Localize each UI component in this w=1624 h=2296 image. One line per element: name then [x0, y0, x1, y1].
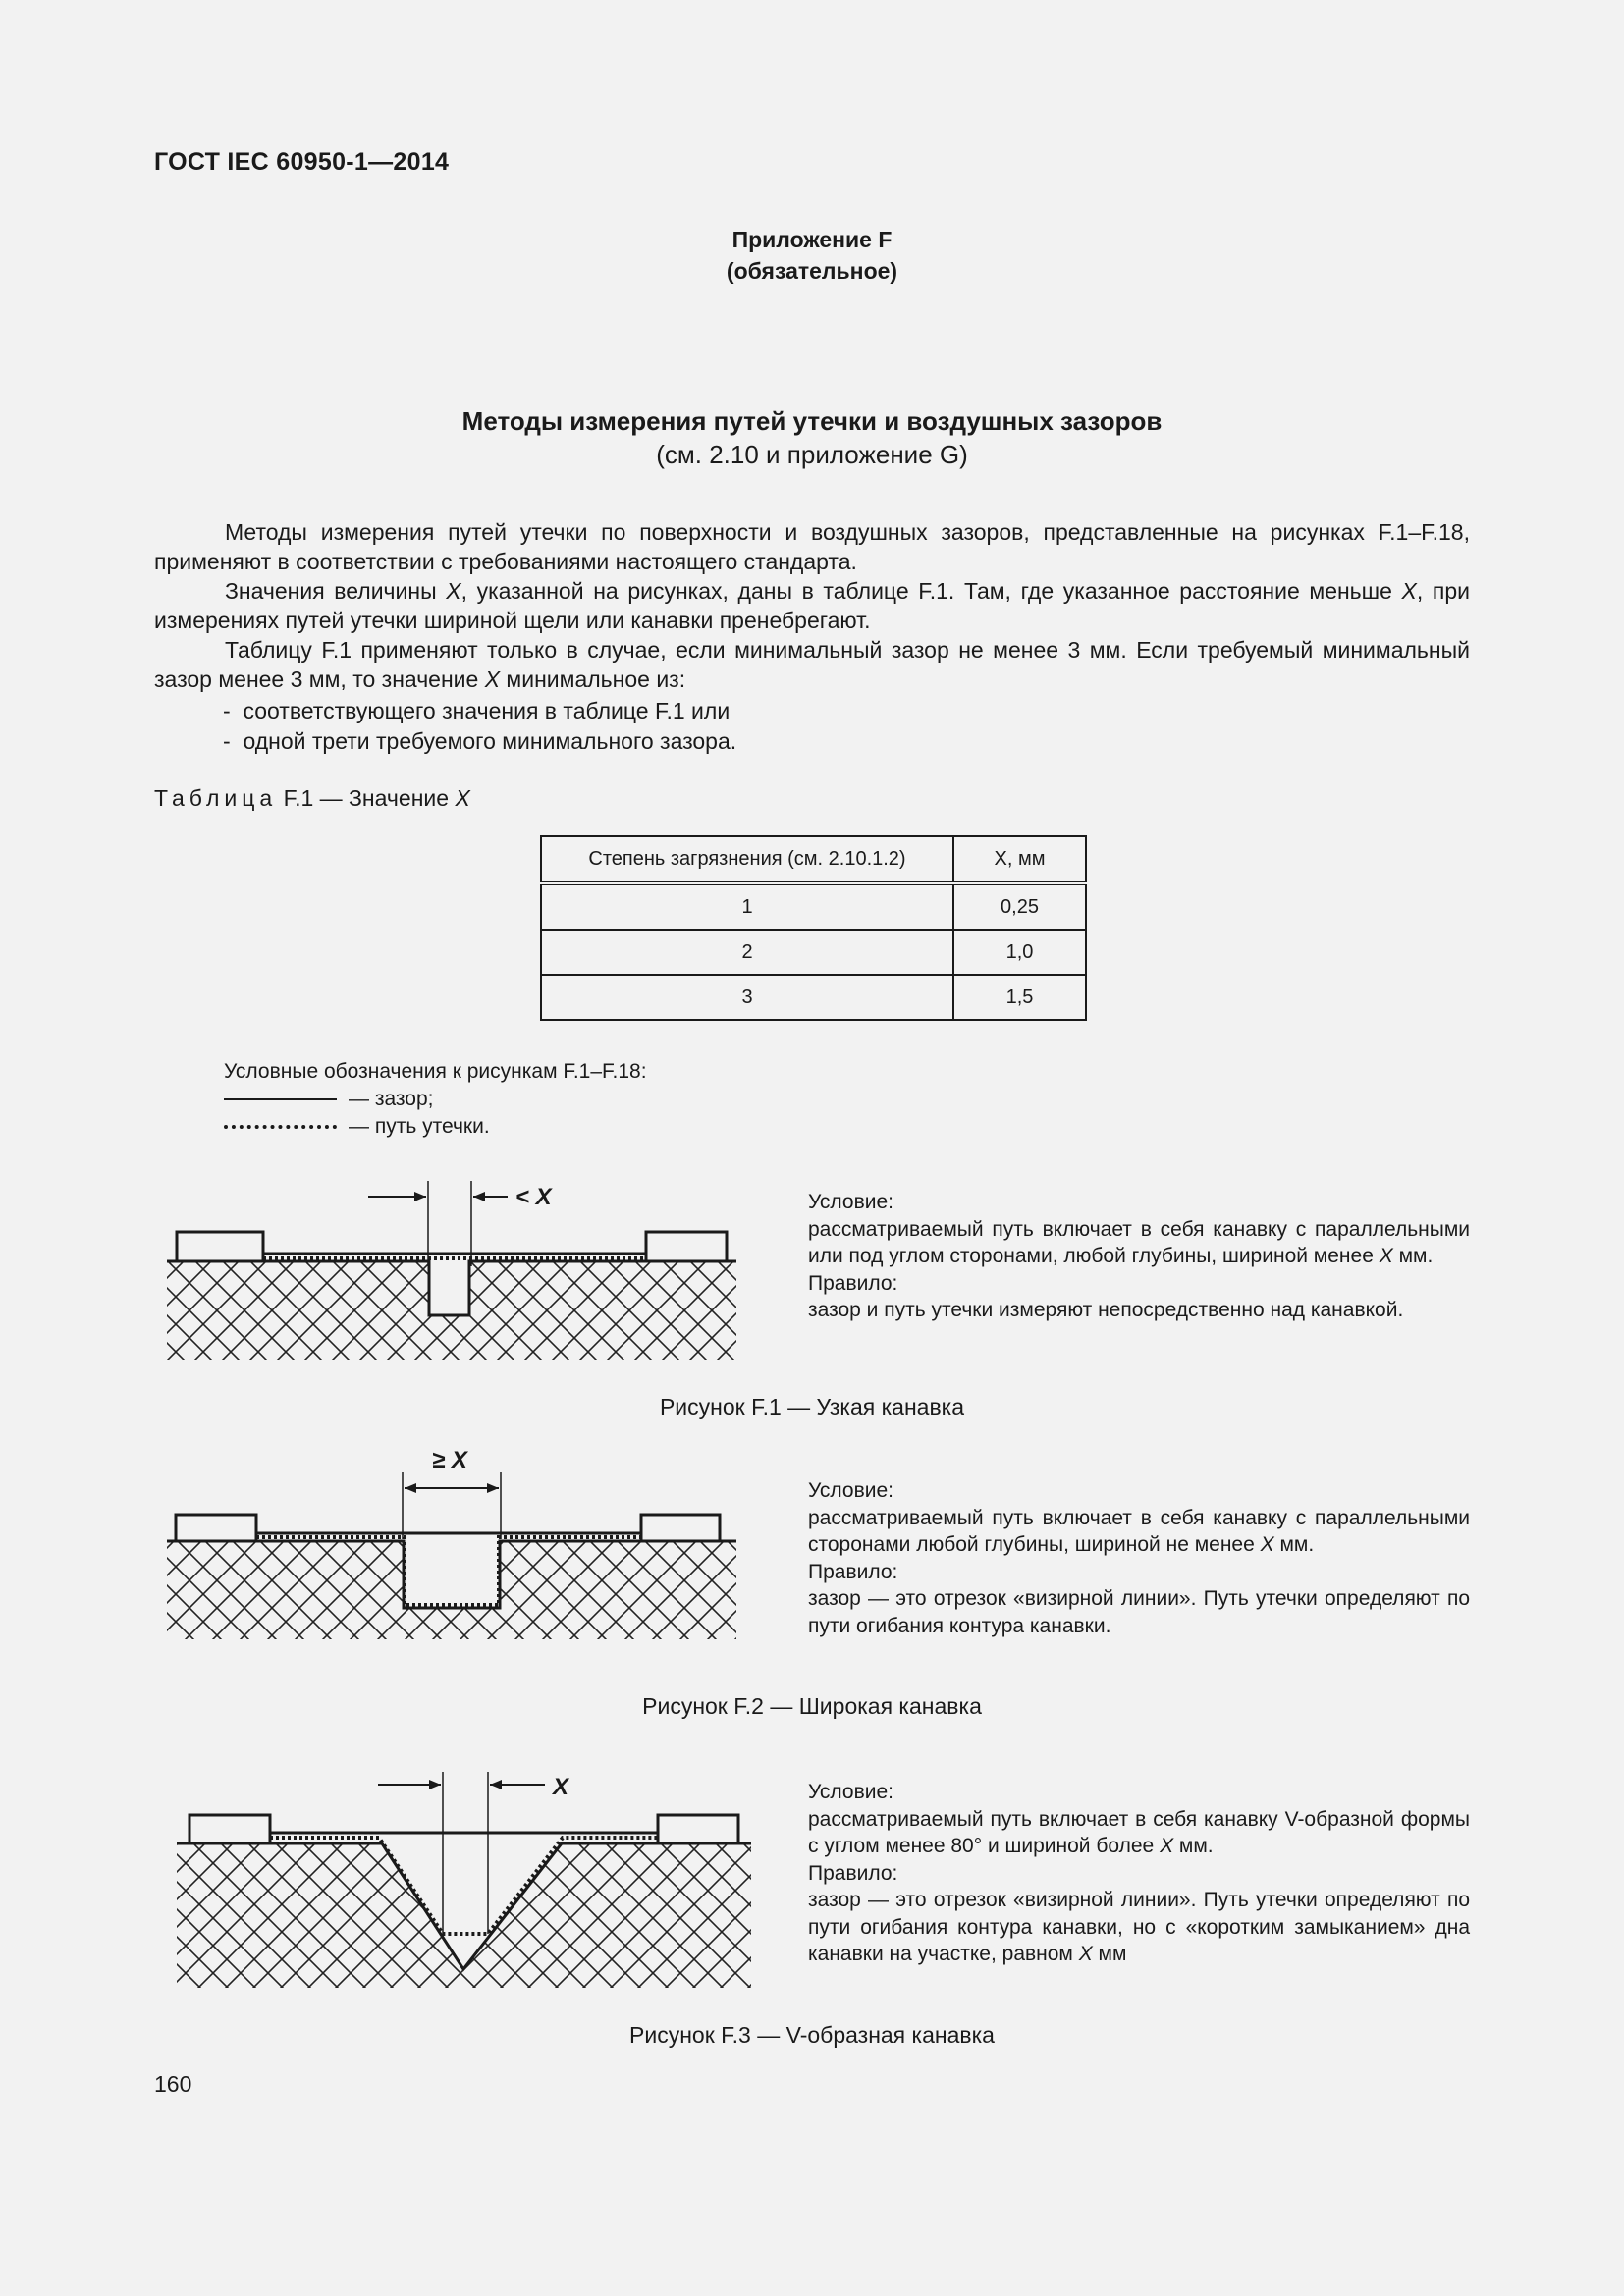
- intro-text: [154, 517, 1470, 694]
- solid-line-sample: [224, 1098, 337, 1100]
- condition-text: рассматриваемый путь включает в себя канавку с параллельными сторонами любой глубины, шириной не менее X мм.: [808, 1506, 1470, 1556]
- condition-text: рассматриваемый путь включает в себя канавку с параллельными или под углом сторонами, любой глубины, шириной менее X мм.: [808, 1217, 1470, 1267]
- condition-title: Условие:: [808, 1479, 894, 1502]
- table-cell: 3: [541, 975, 953, 1020]
- conductor-left: [176, 1515, 256, 1541]
- figure-f3-diagram: [172, 1767, 761, 1993]
- figure-f2-caption: Рисунок F.2 — Широкая канавка: [642, 1693, 982, 1719]
- substrate: [167, 1261, 736, 1360]
- figure-f1-caption: Рисунок F.1 — Узкая канавка: [659, 1394, 965, 1419]
- rule-text: зазор — это отрезок «визирной линии». Путь утечки определяют по пути огибания контура канавки, но с «коротким замыканием» дна канавки на участке, равном X мм: [808, 1889, 1470, 1965]
- figure-f1-diagram: [162, 1173, 741, 1364]
- paragraph-3: Таблицу F.1 применяют только в случае, если минимальный зазор не менее 3 мм. Если требуемый минимальный зазор менее 3 мм, то значение X минимальное из:: [154, 637, 1470, 692]
- paragraph-1: Методы измерения путей утечки по поверхности и воздушных зазоров, представленные на рисунках F.1–F.18, применяют в соответствии с требованиями настоящего стандарта.: [154, 519, 1470, 574]
- paragraph-2: Значения величины X, указанной на рисунках, даны в таблице F.1. Там, где указанное расстояние меньше X, при измерениях путей утечки шириной щели или канавки пренебрегают.: [154, 578, 1470, 633]
- table-cell: 1,0: [953, 930, 1086, 975]
- arrow-head: [487, 1483, 499, 1493]
- condition-text: рассматриваемый путь включает в себя канавку V-образной формы с углом менее 80° и шириной более X мм.: [808, 1807, 1470, 1857]
- table-cell: 0,25: [953, 883, 1086, 930]
- conductor-right: [646, 1232, 727, 1261]
- substrate: [167, 1541, 736, 1639]
- figure-f3-caption: Рисунок F.3 — V-образная канавка: [629, 2022, 995, 2048]
- table-cell: 1: [541, 883, 953, 930]
- rule-text: зазор — это отрезок «визирной линии». Путь утечки определяют по пути огибания контура канавки.: [808, 1587, 1470, 1637]
- conductor-right: [658, 1815, 738, 1843]
- table-row: [541, 930, 1086, 975]
- rule-title: Правило:: [808, 1560, 898, 1583]
- arrow-head: [473, 1192, 485, 1201]
- annex-status: (обязательное): [726, 258, 898, 284]
- legend-clearance: — зазор;: [224, 1086, 647, 1113]
- values-table: [540, 835, 1087, 1021]
- dimension-label: ≥ X: [432, 1447, 467, 1473]
- document-code: ГОСТ IEC 60950-1—2014: [154, 148, 450, 176]
- arrow-head: [405, 1483, 416, 1493]
- table-row: [541, 975, 1086, 1020]
- rule-title: Правило:: [808, 1271, 898, 1295]
- dotted-line-sample: [224, 1125, 337, 1129]
- rule-title: Правило:: [808, 1861, 898, 1885]
- figure-f3-text: [808, 1779, 1470, 1968]
- figure-f1-text: [808, 1189, 1470, 1324]
- figure-f2-diagram: [162, 1443, 741, 1649]
- conductor-left: [177, 1232, 263, 1261]
- arrow-head: [414, 1192, 426, 1201]
- table-header-x: X, мм: [953, 836, 1086, 883]
- table-row: [541, 883, 1086, 930]
- conductor-left: [189, 1815, 270, 1843]
- page-number: 160: [154, 2071, 192, 2097]
- legend: [224, 1058, 647, 1141]
- table-cell: 1,5: [953, 975, 1086, 1020]
- rule-text: зазор и путь утечки измеряют непосредственно над канавкой.: [808, 1299, 1404, 1321]
- table-caption: Таблица F.1 — Значение X: [154, 785, 470, 811]
- section-title: Методы измерения путей утечки и воздушных зазоров: [461, 406, 1163, 436]
- condition-title: Условие:: [808, 1781, 894, 1803]
- arrow-head: [429, 1780, 441, 1789]
- table-header-row: [541, 836, 1086, 883]
- dimension-label: X: [553, 1774, 569, 1800]
- condition-title: Условие:: [808, 1191, 894, 1213]
- section-subtitle: (см. 2.10 и приложение G): [656, 440, 968, 469]
- arrow-head: [490, 1780, 502, 1789]
- figure-f2-text: [808, 1477, 1470, 1639]
- bullet-list: [223, 696, 736, 757]
- bullet-item-2: - одной трети требуемого минимального зазора.: [223, 726, 736, 757]
- conductor-right: [641, 1515, 720, 1541]
- table-header-pollution: Степень загрязнения (см. 2.10.1.2): [541, 836, 953, 883]
- annex-label: Приложение F: [731, 227, 893, 252]
- legend-creepage: — путь утечки.: [224, 1113, 647, 1141]
- dimension-label: < X: [515, 1184, 552, 1210]
- legend-title: Условные обозначения к рисункам F.1–F.18:: [224, 1060, 647, 1083]
- table-cell: 2: [541, 930, 953, 975]
- bullet-item-1: - соответствующего значения в таблице F.1 или: [223, 696, 736, 726]
